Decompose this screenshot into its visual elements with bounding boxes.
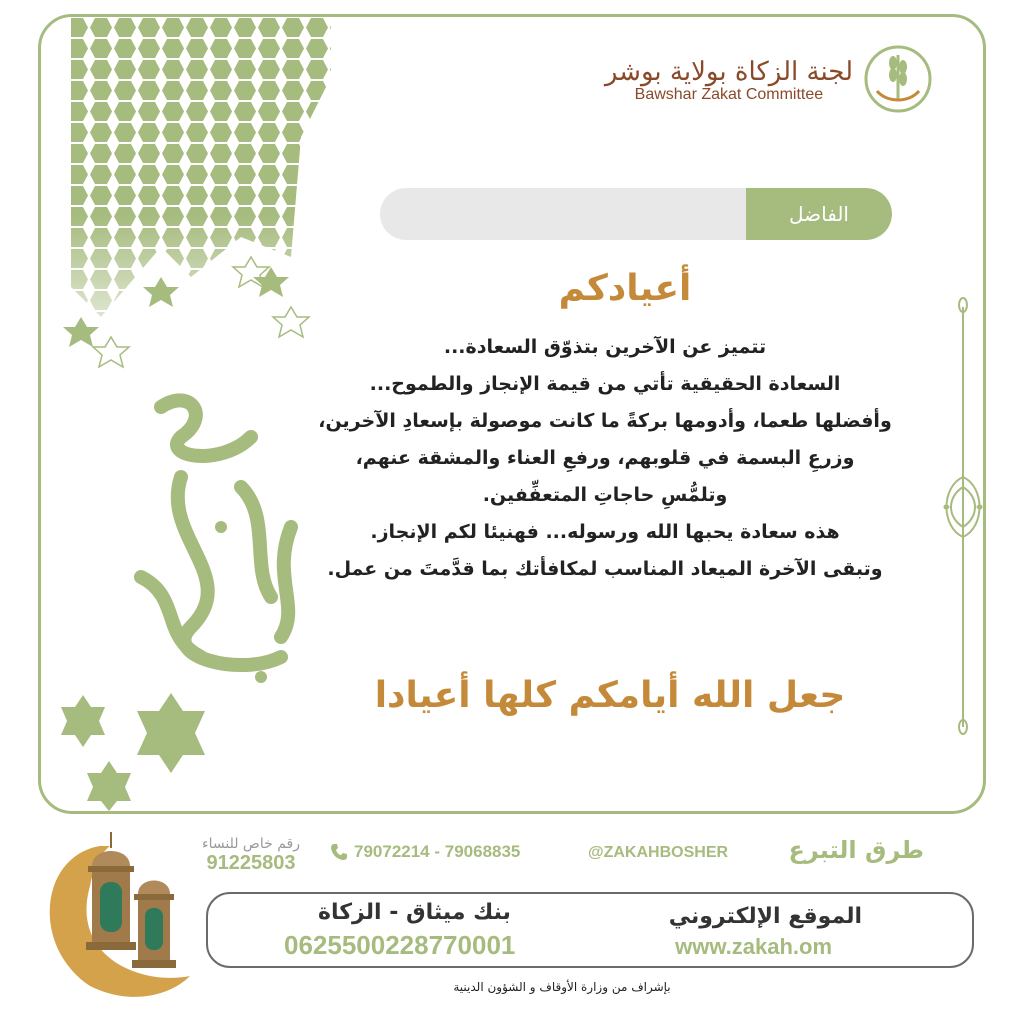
logo-english-name: Bawshar Zakat Committee <box>634 86 824 104</box>
greeting-heading: أعيادكم <box>558 268 692 309</box>
recipient-name-field[interactable] <box>380 188 892 240</box>
message-line: هذه سعادة يحبها الله ورسوله... فهنيئا لكم الإنجاز. <box>370 521 840 543</box>
message-body <box>250 338 960 597</box>
phone-icon <box>330 843 348 861</box>
website-link[interactable]: www.zakah.om <box>675 934 832 959</box>
women-hotline-label: رقم خاص للنساء <box>202 836 300 852</box>
donation-title: طرق التبرع <box>788 836 924 864</box>
star-pattern-decoration <box>41 17 341 377</box>
payment-info-box <box>206 892 974 968</box>
message-line: وتبقى الآخرة الميعاد المناسب لمكافأتك بما قدَّمتَ من عمل. <box>327 558 883 580</box>
website-title: الموقع الإلكتروني <box>668 904 862 929</box>
bank-title: بنك ميثاق - الزكاة <box>318 900 511 925</box>
wheat-emblem-icon <box>863 43 933 119</box>
recipient-label: الفاضل <box>746 188 892 240</box>
zakat-committee-logo <box>605 43 933 119</box>
closing-blessing: جعل الله أيامكم كلها أعيادا <box>374 675 846 716</box>
message-line: السعادة الحقيقية تأتي من قيمة الإنجاز والطموح... <box>369 373 841 395</box>
green-stars-decoration <box>51 693 251 813</box>
phone-numbers-text: 79072214 - 79068835 <box>354 842 521 861</box>
phone-numbers[interactable] <box>330 842 520 862</box>
message-line: وتلمُّسِ حاجاتِ المتعفِّفين. <box>482 484 728 506</box>
social-handle[interactable]: @ZAKAHBOSHER <box>588 844 729 861</box>
bank-account-number: 0625500228770001 <box>284 930 516 960</box>
message-line: تتميز عن الآخرين بتذوّق السعادة... <box>443 336 767 358</box>
women-hotline[interactable] <box>196 836 306 875</box>
message-line: وزرعِ البسمة في قلوبهم، ورفعِ العناء والمشقة عنهم، <box>355 447 855 469</box>
women-hotline-number: 91225803 <box>206 852 296 874</box>
message-line: وأفضلها طعما، وأدومها بركةً ما كانت موصولة بإسعادِ الآخرين، <box>318 410 892 432</box>
logo-arabic-name: لجنة الزكاة بولاية بوشر <box>604 56 853 87</box>
lantern-crescent-icon <box>30 826 200 1006</box>
ministry-supervision-note: بإشراف من وزارة الأوقاف و الشؤون الدينية <box>453 980 671 994</box>
